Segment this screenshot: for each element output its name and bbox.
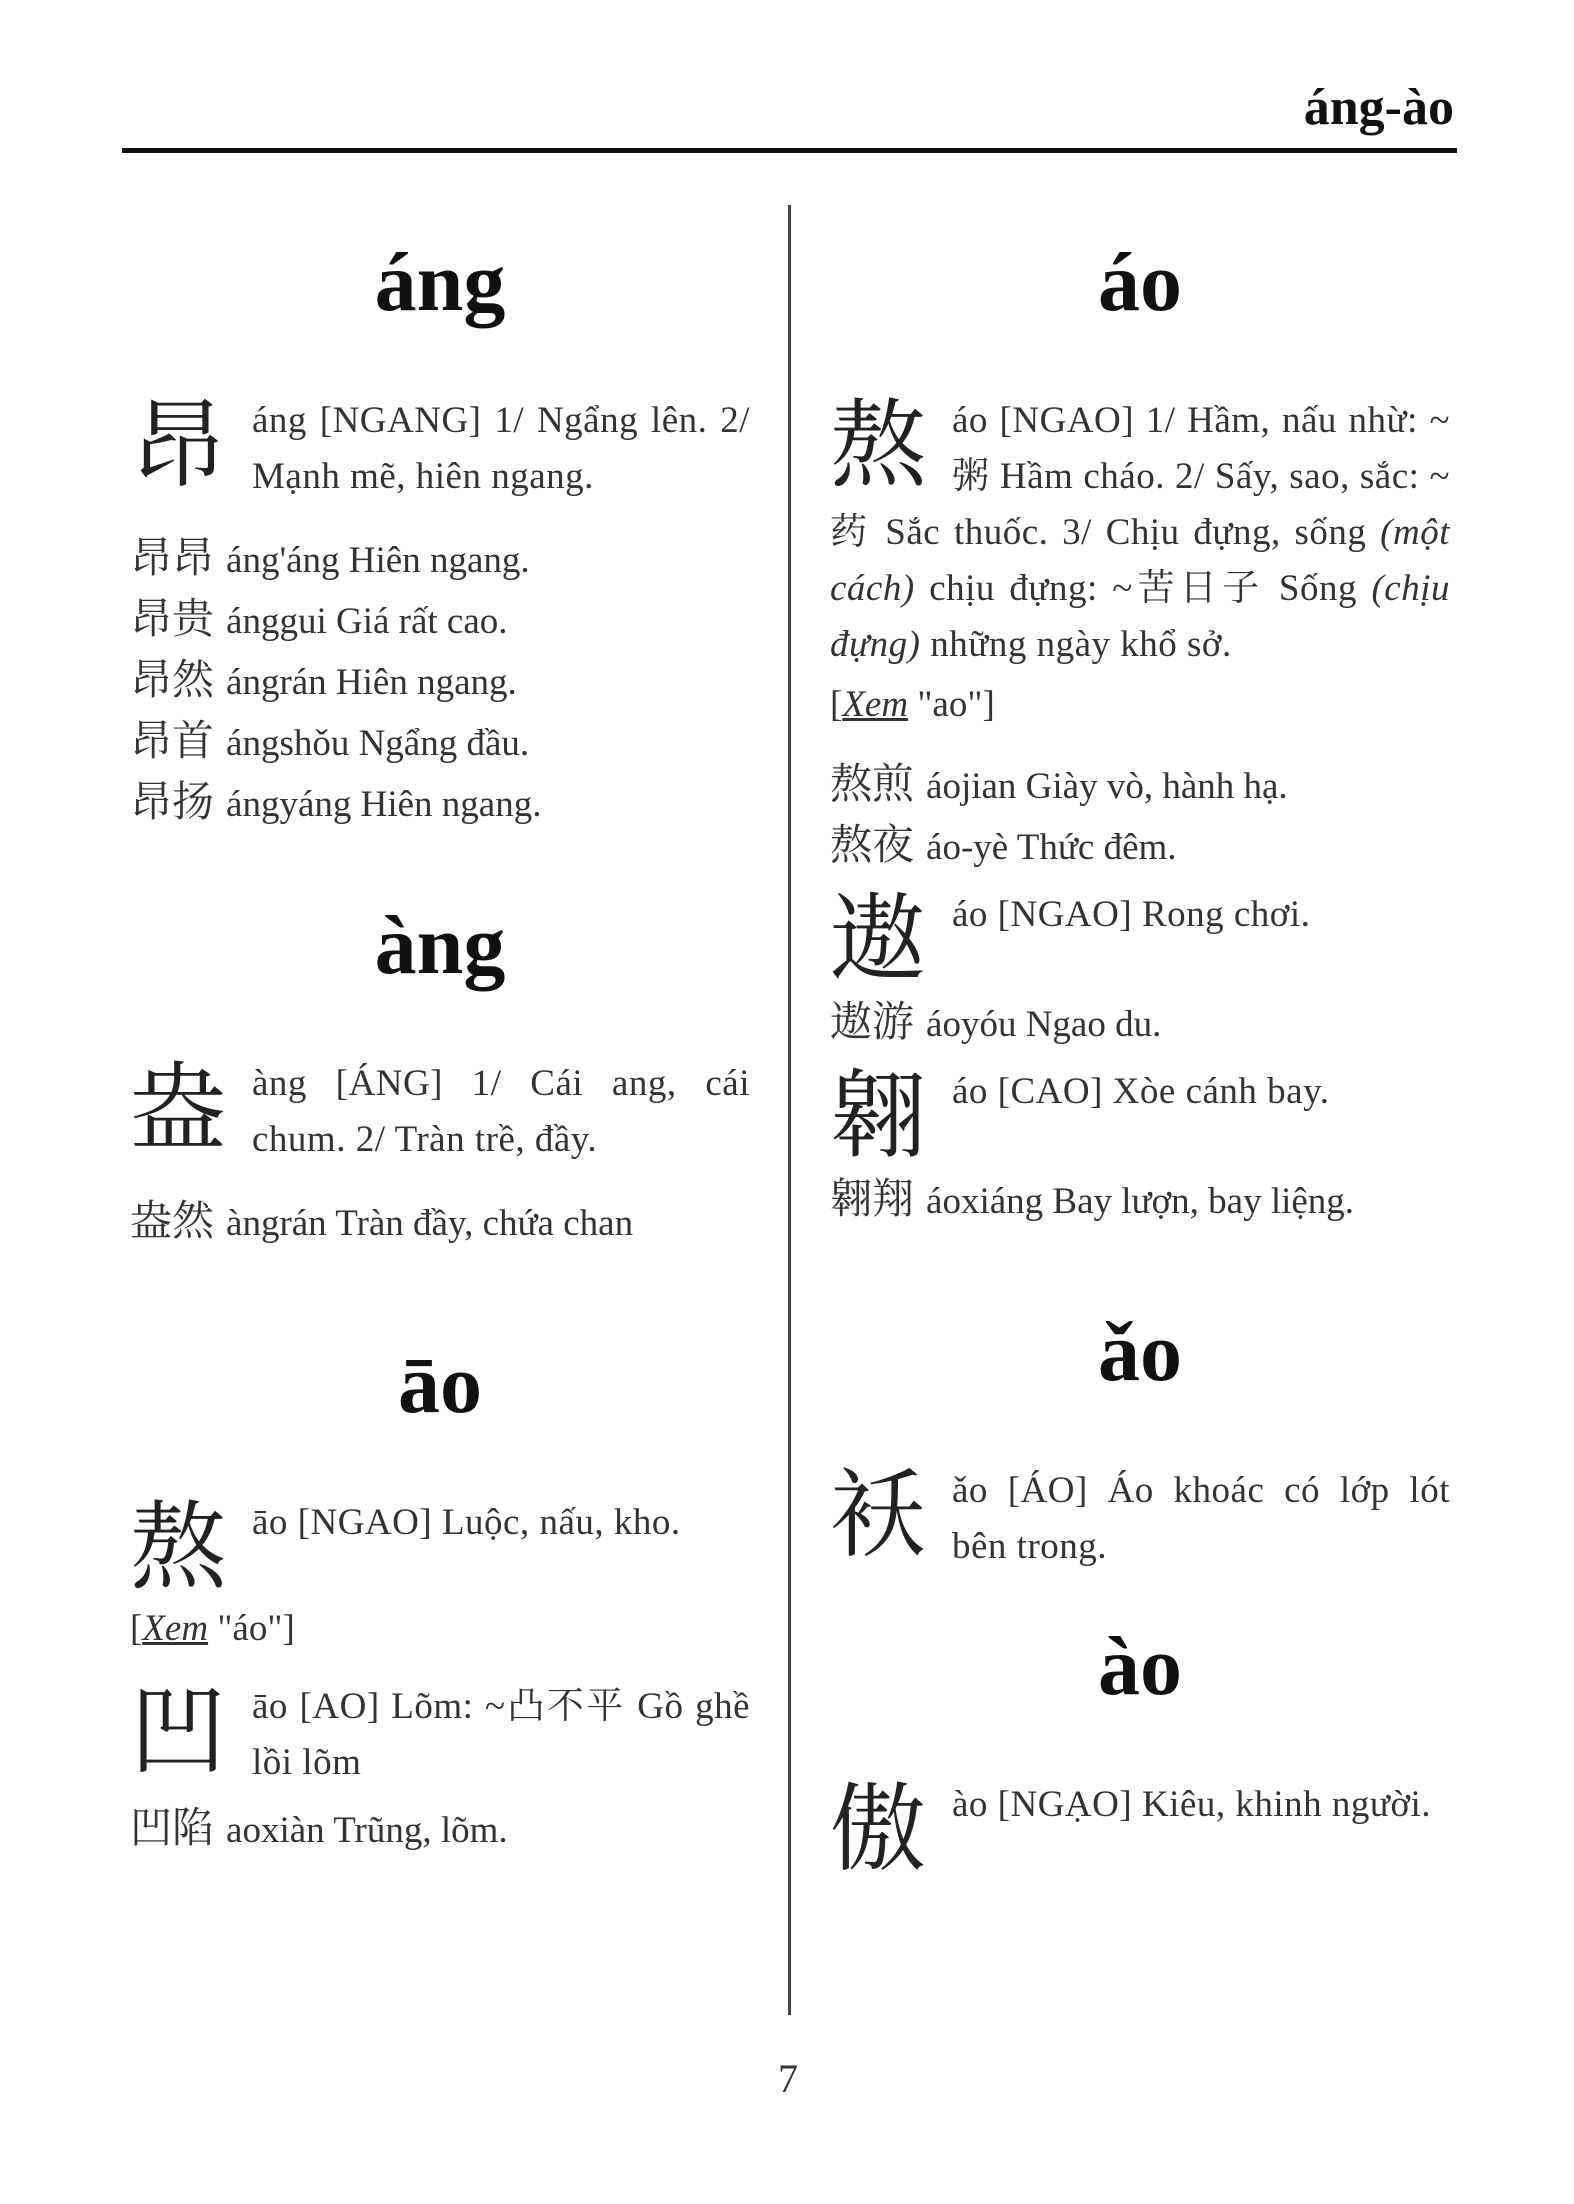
- compound-entry: [830, 1170, 1450, 1231]
- entry-definition: áo [CAO] Xòe cánh bay.: [952, 1071, 1330, 1112]
- headword-character: 遨: [830, 883, 926, 995]
- dictionary-entry: [830, 1773, 1450, 1885]
- column-divider: [788, 205, 791, 2015]
- left-column: [130, 205, 750, 1860]
- headword-character: 熬: [130, 1491, 226, 1603]
- dictionary-entry: [830, 883, 1450, 995]
- header-rule: [122, 148, 1457, 153]
- headword-character: 昂: [130, 389, 226, 501]
- compound-entry: [130, 1192, 750, 1253]
- entry-definition: ǎo [ÁO] Áo khoác có lớp lót bên trong.: [952, 1470, 1450, 1567]
- section-heading-ang-rising: áng: [374, 236, 506, 329]
- dictionary-entry: [830, 1459, 1450, 1575]
- dictionary-entry: [130, 1675, 750, 1791]
- compound-characters: 遨游: [830, 997, 915, 1046]
- headword-character: 盎: [130, 1052, 226, 1164]
- compound-entry: [130, 712, 750, 773]
- compound-characters: 熬煎: [830, 759, 915, 808]
- compound-definition: áoyóu Ngao du.: [926, 1004, 1162, 1045]
- xem-label: Xem: [842, 684, 909, 725]
- compound-definition: áojian Giày vò, hành hạ.: [926, 766, 1288, 807]
- compound-entry: [130, 590, 750, 651]
- dictionary-entry: [130, 1052, 750, 1168]
- compound-definition: áoxiáng Bay lượn, bay liệng.: [926, 1181, 1355, 1222]
- compound-entry: [830, 816, 1450, 877]
- headword-character: 傲: [830, 1773, 926, 1885]
- dictionary-entry: [830, 1060, 1450, 1172]
- compound-characters: 昂昂: [130, 533, 215, 582]
- section-heading-ao-falling: ào: [1098, 1620, 1182, 1713]
- xem-label: Xem: [142, 1608, 209, 1649]
- section-heading-ang-falling: àng: [374, 899, 506, 992]
- entry-definition: āo [NGAO] Luộc, nấu, kho.: [252, 1502, 681, 1543]
- compound-definition: ángshǒu Ngẩng đầu.: [226, 723, 530, 764]
- headword-character: 翱: [830, 1060, 926, 1172]
- compound-entry: [830, 755, 1450, 816]
- compound-definition: ángyáng Hiên ngang.: [226, 784, 542, 825]
- compound-definition: áo-yè Thức đêm.: [926, 827, 1177, 868]
- compound-characters: 翱翔: [830, 1174, 915, 1223]
- compound-entry: [830, 993, 1450, 1054]
- compound-definition: ángrán Hiên ngang.: [226, 662, 517, 703]
- running-head: áng-ào: [1303, 79, 1454, 136]
- compound-entry: [130, 1799, 750, 1860]
- dictionary-entry: [130, 389, 750, 505]
- entry-definition: āo [AO] Lõm: ~凸不平 Gồ ghề lồi lõm: [252, 1686, 750, 1783]
- compound-characters: 凹陷: [130, 1803, 215, 1852]
- compound-characters: 昂首: [130, 716, 215, 765]
- compound-entry: [130, 529, 750, 590]
- section-heading-ao-level: āo: [398, 1338, 482, 1431]
- section-heading-ao-rising: áo: [1098, 236, 1182, 329]
- entry-definition: àng [ÁNG] 1/ Cái ang, cái chum. 2/ Tràn trề, đầy.: [252, 1063, 750, 1160]
- compound-definition: àngrán Tràn đầy, chứa chan: [226, 1203, 634, 1244]
- right-column: [830, 205, 1450, 1903]
- cross-reference: [Xem "ao"]: [830, 684, 995, 725]
- page-number: 7: [778, 2056, 798, 2101]
- entry-definition: áng [NGANG] 1/ Ngẩng lên. 2/ Mạnh mẽ, hiên ngang.: [252, 400, 750, 497]
- compound-characters: 熬夜: [830, 820, 915, 869]
- compound-definition: ánggui Giá rất cao.: [226, 601, 508, 642]
- cross-reference: [Xem "áo"]: [130, 1608, 295, 1649]
- entry-definition: ào [NGẠO] Kiêu, khinh người.: [952, 1784, 1432, 1825]
- entry-definition: áo [NGAO] 1/ Hầm, nấu nhừ: ~粥 Hầm cháo. 2/ Sấy, sao, sắc: ~药 Sắc thuốc. 3/ Chịu đựng, sống (một cách) chịu đựng: ~苦日子 Sống (chịu đựng) những ngày khổ sở.: [830, 400, 1450, 665]
- compound-characters: 昂然: [130, 655, 215, 704]
- compound-entry: [130, 773, 750, 834]
- compound-entry: [130, 651, 750, 712]
- compound-definition: áng'áng Hiên ngang.: [226, 540, 530, 581]
- compound-characters: 盎然: [130, 1196, 215, 1245]
- headword-character: 熬: [830, 389, 926, 501]
- dictionary-entry: [830, 389, 1450, 673]
- headword-character: 袄: [830, 1459, 926, 1571]
- compound-definition: aoxiàn Trũng, lõm.: [226, 1810, 508, 1851]
- entry-definition: áo [NGAO] Rong chơi.: [952, 894, 1311, 935]
- headword-character: 凹: [130, 1675, 226, 1787]
- section-heading-ao-dipping: ǎo: [1098, 1306, 1182, 1399]
- dictionary-entry: [130, 1491, 750, 1603]
- compound-characters: 昂扬: [130, 777, 215, 826]
- compound-characters: 昂贵: [130, 594, 215, 643]
